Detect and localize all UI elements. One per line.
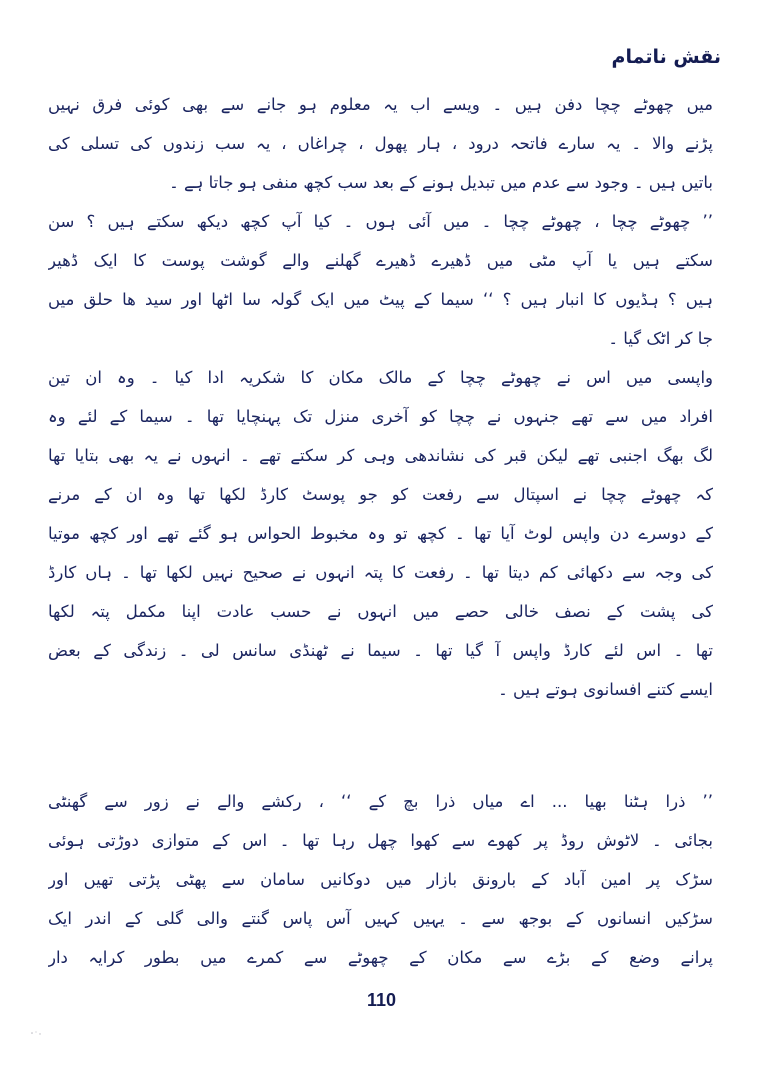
paragraph-3 (48, 358, 713, 709)
text-line: کے دوسرے دن واپس لوٹ آیا تھا ۔ کچھ تو وہ مخبوط الحواس ہو گئے تھے اور کچھ موتیا (48, 524, 713, 543)
paragraph-4 (48, 782, 713, 977)
text-line: واپسی میں اس نے چھوٹے چچا کے مالک مکان کا شکریہ ادا کیا ۔ وہ ان تین (48, 368, 713, 387)
page-number: 110 (366, 990, 397, 1010)
paragraph-1 (48, 85, 713, 202)
text-line: تھا ۔ اس لئے کارڈ واپس آ گیا تھا ۔ سیما نے ٹھنڈی سانس لی ۔ زندگی کے بعض (48, 641, 713, 660)
running-header-title: نقش ناتمام (611, 46, 721, 68)
text-line: لگ بھگ اجنبی تھے لیکن قبر کی نشاندھی وہی کر سکتے تھے ۔ انہوں نے یہ بھی بتایا تھا (48, 446, 713, 465)
text-line: سکتے ہیں یا آپ مٹی میں ڈھیرے ڈھیرے گھلنے والے گوشت پوست کا ایک ڈھیر (48, 251, 713, 270)
text-line: کہ چھوٹے چچا نے اسپتال سے رفعت کو جو پوسٹ کارڈ لکھا تھا وہ ان کے مرنے (48, 485, 713, 504)
scan-specks-decoration (30, 1030, 44, 1036)
text-line: میں چھوٹے چچا دفن ہیں ۔ ویسے اب یہ معلوم ہو جانے سے بھی کوئی فرق نہیں (48, 95, 713, 114)
text-line: باتیں ہیں ۔ وجود سے عدم میں تبدیل ہونے کے بعد سب کچھ منفی ہو جاتا ہے ۔ (169, 173, 713, 192)
text-line: کی پشت کے نصف خالی حصے میں انہوں نے حسب عادت اپنا مکمل پتہ لکھا (48, 602, 713, 621)
text-line: ہیں ؟ ہڈیوں کا انبار ہیں ؟ ‘‘ سیما کے پیٹ میں ایک گولہ سا اٹھا اور سید ھا حلق میں (48, 290, 713, 309)
text-line: پڑنے والا ۔ یہ سارے فاتحہ درود ، ہار پھول ، چراغاں ، یہ سب زندوں کی تسلی کی (48, 134, 713, 153)
text-line: سڑکیں انسانوں کے بوجھ سے ۔ یہیں کہیں آس پاس گنتے والی گلی کے اندر ایک (48, 909, 713, 928)
text-line: افراد میں سے تھے جنہوں نے چچا کو آخری منزل تک پہنچایا تھا ۔ سیما کے لئے وہ (48, 407, 713, 426)
text-line: ایسے کتنے افسانوی ہوتے ہیں ۔ (498, 680, 713, 699)
paragraph-2 (48, 202, 713, 358)
text-line: پرانے وضع کے بڑے سے مکان کے چھوٹے سے کمرے میں بطور کرایہ دار (48, 948, 713, 967)
text-line: ’’ چھوٹے چچا ، چھوٹے چچا ۔ میں آئی ہوں ۔ کیا آپ کچھ دیکھ سکتے ہیں ؟ سن (48, 212, 713, 231)
text-line: جا کر اٹک گیا ۔ (608, 329, 713, 348)
text-line: سڑک پر امین آباد کے بارونق بازار میں دوکانیں سامان سے پھٹی پڑتی تھیں اور (48, 870, 713, 889)
text-line: کی وجہ سے دکھائی کم دیتا تھا ۔ رفعت کا پتہ انہوں نے صحیح نہیں لکھا تھا ۔ ہاں کارڈ (48, 563, 713, 582)
text-line: ’’ ذرا ہٹنا بھیا ... اے میاں ذرا بچ کے ‘‘ ، رکشے والے نے زور سے گھنٹی (48, 792, 713, 811)
text-line: بجائی ۔ لاٹوش روڈ پر کھوے سے کھوا چھل رہا تھا ۔ اس کے متوازی دوڑتی ہوئی (48, 831, 713, 850)
